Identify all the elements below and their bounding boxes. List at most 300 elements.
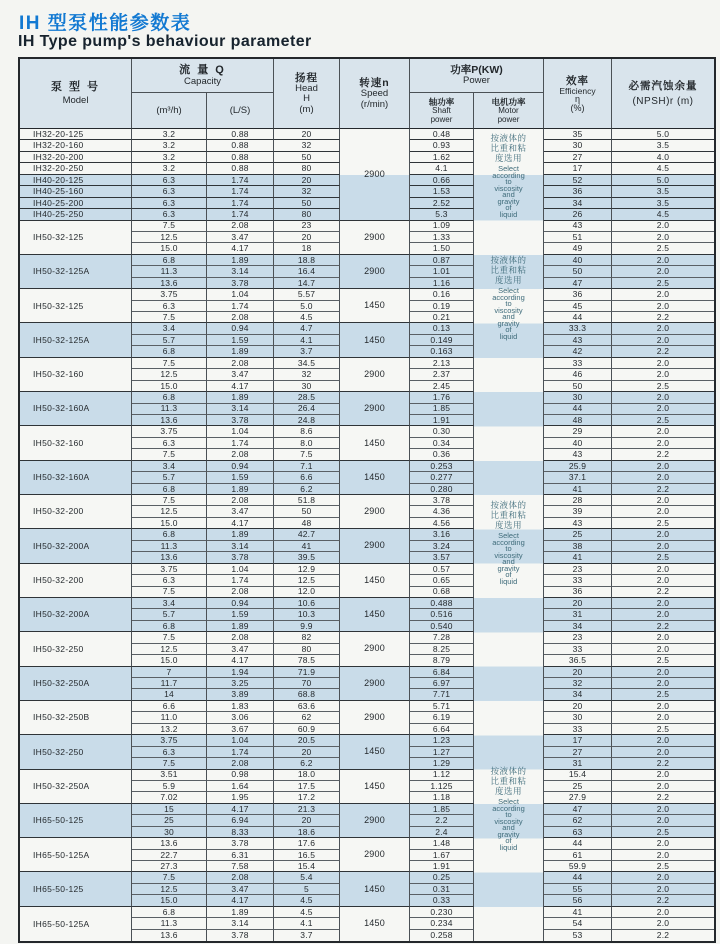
cell-npsh: 2.2	[612, 312, 714, 323]
cell-efficiency: 36	[544, 186, 612, 197]
cell-shaft-power: 7.71	[410, 689, 474, 700]
cell-efficiency: 33	[544, 575, 612, 586]
viscosity-note-en-line: liquid	[499, 576, 518, 586]
cell-efficiency: 36	[544, 587, 612, 598]
cell-efficiency: 53	[544, 930, 612, 941]
cell-shaft-power: 0.30	[410, 426, 474, 437]
cell-shaft-power: 3.57	[410, 552, 474, 563]
cell-model: IH50-32-200	[20, 564, 132, 598]
cell-capacity-m3h: 6.3	[132, 175, 207, 186]
cell-capacity-ls: 1.83	[207, 701, 274, 712]
viscosity-note-en-line: liquid	[499, 331, 518, 341]
cell-head: 5	[274, 884, 340, 895]
cell-head: 14.7	[274, 278, 340, 289]
cell-capacity-m3h: 5.9	[132, 781, 207, 792]
cell-speed: 1450	[340, 426, 410, 460]
viscosity-note-cn-line: 比重和粘	[490, 509, 527, 520]
cell-capacity-ls: 2.08	[207, 758, 274, 769]
cell-capacity-m3h: 7.5	[132, 221, 207, 232]
cell-model: IH50-32-200A	[20, 598, 132, 632]
cell-capacity-m3h: 7.5	[132, 758, 207, 769]
cell-model: IH65-50-125A	[20, 838, 132, 872]
cell-capacity-m3h: 3.75	[132, 735, 207, 746]
cell-efficiency: 40	[544, 438, 612, 449]
header-head-line: 扬程	[295, 71, 318, 84]
cell-model: IH50-32-250A	[20, 667, 132, 701]
cell-capacity-m3h: 14	[132, 689, 207, 700]
cell-model: IH50-32-200A	[20, 529, 132, 563]
viscosity-note-en-line: of	[505, 836, 512, 846]
cell-capacity-ls: 1.94	[207, 667, 274, 678]
cell-head: 71.9	[274, 667, 340, 678]
cell-npsh: 2.5	[612, 861, 714, 872]
cell-shaft-power: 8.79	[410, 655, 474, 666]
cell-capacity-ls: 2.08	[207, 632, 274, 643]
cell-npsh: 2.0	[612, 781, 714, 792]
viscosity-note-en-line: to	[505, 177, 512, 187]
header-head-line: H	[303, 93, 310, 105]
cell-capacity-m3h: 5.7	[132, 472, 207, 483]
cell-shaft-power: 0.149	[410, 335, 474, 346]
cell-npsh: 2.2	[612, 792, 714, 803]
cell-shaft-power: 0.25	[410, 872, 474, 883]
cell-capacity-m3h: 3.75	[132, 564, 207, 575]
cell-shaft-power: 3.24	[410, 541, 474, 552]
cell-model: IH50-32-125	[20, 289, 132, 323]
cell-npsh: 2.0	[612, 266, 714, 277]
cell-efficiency: 47	[544, 278, 612, 289]
cell-npsh: 2.2	[612, 758, 714, 769]
cell-model: IH40-25-160	[20, 186, 132, 197]
cell-capacity-ls: 0.88	[207, 152, 274, 163]
viscosity-note	[474, 256, 543, 340]
cell-head: 7.5	[274, 449, 340, 460]
cell-efficiency: 41	[544, 484, 612, 495]
viscosity-note-en-line: and	[502, 190, 515, 200]
cell-shaft-power: 2.45	[410, 381, 474, 392]
cell-efficiency: 38	[544, 541, 612, 552]
cell-capacity-m3h: 6.3	[132, 438, 207, 449]
cell-capacity-m3h: 13.6	[132, 930, 207, 941]
cell-capacity-ls: 3.78	[207, 278, 274, 289]
cell-capacity-m3h: 3.2	[132, 152, 207, 163]
cell-capacity-ls: 3.25	[207, 678, 274, 689]
cell-efficiency: 43	[544, 335, 612, 346]
header-motor-line: power	[497, 114, 520, 124]
cell-head: 20	[274, 815, 340, 826]
viscosity-note-en-line: according	[492, 170, 525, 180]
cell-capacity-m3h: 15	[132, 804, 207, 815]
cell-capacity-ls: 1.89	[207, 484, 274, 495]
cell-capacity-m3h: 12.5	[132, 232, 207, 243]
cell-efficiency: 23	[544, 632, 612, 643]
cell-shaft-power: 0.277	[410, 472, 474, 483]
cell-efficiency: 34	[544, 689, 612, 700]
cell-npsh: 2.0	[612, 632, 714, 643]
cell-efficiency: 34	[544, 198, 612, 209]
cell-head: 18.6	[274, 827, 340, 838]
cell-capacity-ls: 0.88	[207, 140, 274, 151]
cell-npsh: 2.0	[612, 667, 714, 678]
cell-shaft-power: 7.28	[410, 632, 474, 643]
cell-shaft-power: 0.34	[410, 438, 474, 449]
cell-model: IH40-25-200	[20, 198, 132, 209]
cell-efficiency: 47	[544, 804, 612, 815]
cell-npsh: 2.0	[612, 404, 714, 415]
cell-model: IH65-50-125	[20, 804, 132, 838]
header-m3h: (m³/h)	[132, 93, 207, 129]
cell-npsh: 2.5	[612, 415, 714, 426]
cell-capacity-ls: 3.78	[207, 552, 274, 563]
cell-head: 78.5	[274, 655, 340, 666]
cell-efficiency: 44	[544, 404, 612, 415]
cell-head: 32	[274, 140, 340, 151]
cell-capacity-m3h: 6.3	[132, 198, 207, 209]
viscosity-note-en-line: viscosity	[494, 816, 523, 826]
cell-shaft-power: 2.4	[410, 827, 474, 838]
cell-capacity-m3h: 3.4	[132, 323, 207, 334]
viscosity-note-en-line: to	[505, 299, 512, 309]
header-efficiency	[544, 59, 612, 129]
cell-shaft-power: 3.78	[410, 495, 474, 506]
cell-efficiency: 30	[544, 712, 612, 723]
cell-head: 4.5	[274, 907, 340, 918]
cell-head: 32	[274, 369, 340, 380]
cell-model: IH50-32-125A	[20, 323, 132, 357]
cell-head: 12.5	[274, 575, 340, 586]
cell-shaft-power: 0.19	[410, 301, 474, 312]
cell-capacity-m3h: 11.3	[132, 266, 207, 277]
cell-npsh: 2.2	[612, 587, 714, 598]
viscosity-note-cn-line: 比重和粘	[490, 264, 527, 275]
cell-capacity-m3h: 7	[132, 667, 207, 678]
cell-efficiency: 25	[544, 529, 612, 540]
viscosity-note-cn-line: 按液体的	[490, 500, 527, 510]
cell-capacity-m3h: 12.5	[132, 506, 207, 517]
cell-npsh: 2.2	[612, 449, 714, 460]
cell-shaft-power: 4.56	[410, 518, 474, 529]
cell-head: 15.4	[274, 861, 340, 872]
cell-head: 10.6	[274, 598, 340, 609]
cell-capacity-m3h: 15.0	[132, 243, 207, 254]
cell-speed: 2900	[340, 667, 410, 701]
cell-capacity-ls: 4.17	[207, 518, 274, 529]
cell-npsh: 2.0	[612, 575, 714, 586]
cell-head: 20.5	[274, 735, 340, 746]
cell-capacity-ls: 3.47	[207, 232, 274, 243]
cell-npsh: 3.5	[612, 198, 714, 209]
cell-capacity-ls: 3.67	[207, 724, 274, 735]
cell-capacity-ls: 1.74	[207, 438, 274, 449]
cell-capacity-m3h: 12.5	[132, 884, 207, 895]
cell-speed: 2900	[340, 358, 410, 392]
cell-capacity-ls: 2.08	[207, 495, 274, 506]
cell-efficiency: 29	[544, 426, 612, 437]
cell-efficiency: 52	[544, 175, 612, 186]
cell-head: 18	[274, 243, 340, 254]
header-power-en: Power	[463, 75, 490, 87]
cell-npsh: 2.0	[612, 438, 714, 449]
cell-capacity-m3h: 11.7	[132, 678, 207, 689]
header-eff-line: Efficiency	[559, 85, 596, 96]
cell-npsh: 2.0	[612, 884, 714, 895]
viscosity-note-en-line: to	[505, 544, 512, 554]
cell-efficiency: 63	[544, 827, 612, 838]
cell-capacity-ls: 1.89	[207, 346, 274, 357]
cell-model: IH50-32-250B	[20, 701, 132, 735]
cell-capacity-m3h: 13.2	[132, 724, 207, 735]
cell-shaft-power: 0.234	[410, 918, 474, 929]
cell-head: 41	[274, 541, 340, 552]
cell-head: 21.3	[274, 804, 340, 815]
cell-head: 80	[274, 163, 340, 174]
viscosity-note-cn-line: 按液体的	[490, 255, 527, 265]
cell-capacity-m3h: 30	[132, 827, 207, 838]
cell-capacity-ls: 3.47	[207, 884, 274, 895]
viscosity-note-en-line: Select	[498, 164, 519, 174]
viscosity-note-en-line: gravity	[497, 318, 520, 328]
cell-model: IH32-20-250	[20, 163, 132, 174]
viscosity-note-en-line: of	[505, 203, 512, 213]
cell-shaft-power: 4.36	[410, 506, 474, 517]
cell-shaft-power: 6.97	[410, 678, 474, 689]
cell-capacity-ls: 1.74	[207, 175, 274, 186]
cell-npsh: 5.0	[612, 129, 714, 140]
cell-shaft-power: 4.1	[410, 163, 474, 174]
cell-head: 6.2	[274, 484, 340, 495]
viscosity-note-en-line: to	[505, 810, 512, 820]
cell-shaft-power: 2.13	[410, 358, 474, 369]
cell-capacity-m3h: 3.2	[132, 129, 207, 140]
cell-head: 82	[274, 632, 340, 643]
cell-npsh: 2.5	[612, 655, 714, 666]
cell-efficiency: 54	[544, 918, 612, 929]
cell-efficiency: 25.9	[544, 461, 612, 472]
cell-shaft-power: 6.19	[410, 712, 474, 723]
cell-npsh: 2.0	[612, 392, 714, 403]
header-shaft-line: Shaft	[432, 106, 451, 115]
cell-model: IH50-32-160	[20, 426, 132, 460]
cell-npsh: 2.0	[612, 850, 714, 861]
header-capacity	[132, 59, 274, 93]
header-model-en: Model	[62, 95, 89, 106]
viscosity-note-en-line: gravity	[497, 563, 520, 573]
cell-capacity-ls: 3.14	[207, 918, 274, 929]
cell-capacity-m3h: 13.6	[132, 838, 207, 849]
cell-capacity-m3h: 3.75	[132, 426, 207, 437]
cell-npsh: 2.5	[612, 827, 714, 838]
cell-capacity-m3h: 6.3	[132, 186, 207, 197]
cell-capacity-m3h: 6.3	[132, 747, 207, 758]
cell-efficiency: 43	[544, 221, 612, 232]
cell-efficiency: 50	[544, 266, 612, 277]
cell-shaft-power: 0.16	[410, 289, 474, 300]
cell-capacity-ls: 1.89	[207, 621, 274, 632]
cell-head: 4.5	[274, 895, 340, 906]
viscosity-note-cn-line: 比重和粘	[490, 142, 527, 153]
cell-npsh: 2.0	[612, 541, 714, 552]
cell-head: 48	[274, 518, 340, 529]
cell-shaft-power: 1.23	[410, 735, 474, 746]
cell-npsh: 3.5	[612, 140, 714, 151]
cell-shaft-power: 0.33	[410, 895, 474, 906]
cell-capacity-ls: 3.14	[207, 404, 274, 415]
cell-shaft-power: 1.09	[410, 221, 474, 232]
header-model-cn: 泵 型 号	[50, 81, 101, 93]
cell-shaft-power: 6.84	[410, 667, 474, 678]
cell-efficiency: 61	[544, 850, 612, 861]
header-power-cn: 功率P(KW)	[450, 64, 503, 77]
cell-capacity-ls: 8.33	[207, 827, 274, 838]
cell-npsh: 2.0	[612, 335, 714, 346]
cell-shaft-power: 1.27	[410, 747, 474, 758]
cell-npsh: 2.0	[612, 323, 714, 334]
cell-npsh: 2.2	[612, 346, 714, 357]
cell-capacity-m3h: 11.3	[132, 541, 207, 552]
cell-capacity-ls: 3.47	[207, 506, 274, 517]
cell-efficiency: 26	[544, 209, 612, 220]
cell-capacity-m3h: 7.5	[132, 449, 207, 460]
cell-efficiency: 43	[544, 449, 612, 460]
cell-capacity-m3h: 6.3	[132, 575, 207, 586]
page-title-en: IH Type pump's behaviour parameter	[18, 33, 312, 50]
cell-capacity-m3h: 15.0	[132, 518, 207, 529]
header-capacity-cn: 流 量 Q	[179, 64, 226, 76]
header-npsh-en: (NPSH)r (m)	[632, 95, 694, 107]
header-model	[20, 59, 132, 129]
cell-capacity-m3h: 3.4	[132, 598, 207, 609]
cell-shaft-power: 0.87	[410, 255, 474, 266]
cell-efficiency: 33	[544, 724, 612, 735]
viscosity-note-en-line: liquid	[499, 842, 518, 852]
viscosity-note	[474, 501, 543, 585]
cell-head: 8.6	[274, 426, 340, 437]
cell-capacity-m3h: 6.8	[132, 907, 207, 918]
cell-npsh: 2.0	[612, 426, 714, 437]
cell-npsh: 2.0	[612, 232, 714, 243]
cell-speed: 2900	[340, 804, 410, 838]
cell-capacity-ls: 3.89	[207, 689, 274, 700]
cell-npsh: 2.0	[612, 747, 714, 758]
cell-efficiency: 41	[544, 907, 612, 918]
cell-npsh: 2.5	[612, 243, 714, 254]
cell-capacity-ls: 4.17	[207, 804, 274, 815]
cell-shaft-power: 6.64	[410, 724, 474, 735]
cell-efficiency: 35	[544, 129, 612, 140]
cell-head: 16.5	[274, 850, 340, 861]
cell-capacity-ls: 1.74	[207, 186, 274, 197]
cell-shaft-power: 1.67	[410, 850, 474, 861]
cell-head: 18.8	[274, 255, 340, 266]
cell-npsh: 2.0	[612, 255, 714, 266]
cell-npsh: 2.0	[612, 838, 714, 849]
cell-shaft-power: 1.62	[410, 152, 474, 163]
cell-capacity-m3h: 12.5	[132, 644, 207, 655]
cell-capacity-ls: 4.17	[207, 243, 274, 254]
cell-head: 8.0	[274, 438, 340, 449]
cell-head: 17.5	[274, 781, 340, 792]
cell-shaft-power: 1.76	[410, 392, 474, 403]
cell-efficiency: 34	[544, 621, 612, 632]
cell-shaft-power: 0.540	[410, 621, 474, 632]
cell-capacity-m3h: 25	[132, 815, 207, 826]
cell-npsh: 2.2	[612, 484, 714, 495]
cell-capacity-ls: 2.08	[207, 449, 274, 460]
cell-head: 80	[274, 644, 340, 655]
cell-efficiency: 33	[544, 644, 612, 655]
viscosity-note-en-line: according	[492, 292, 525, 302]
cell-speed: 2900	[340, 495, 410, 529]
cell-capacity-ls: 1.89	[207, 255, 274, 266]
viscosity-note-en-line: viscosity	[494, 305, 523, 315]
viscosity-note-cn-line: 度选用	[494, 785, 522, 796]
cell-speed: 1450	[340, 289, 410, 323]
cell-speed: 2900	[340, 632, 410, 666]
cell-shaft-power: 0.280	[410, 484, 474, 495]
viscosity-note-cn-line: 比重和粘	[490, 775, 527, 786]
cell-npsh: 2.0	[612, 598, 714, 609]
viscosity-note-cn-line: 度选用	[494, 274, 522, 285]
cell-capacity-ls: 4.17	[207, 895, 274, 906]
cell-npsh: 2.0	[612, 506, 714, 517]
cell-capacity-m3h: 6.3	[132, 301, 207, 312]
cell-speed: 2900	[340, 392, 410, 426]
cell-npsh: 2.5	[612, 518, 714, 529]
cell-efficiency: 17	[544, 735, 612, 746]
cell-npsh: 2.0	[612, 301, 714, 312]
cell-head: 10.3	[274, 609, 340, 620]
cell-head: 3.7	[274, 930, 340, 941]
cell-head: 68.8	[274, 689, 340, 700]
cell-capacity-m3h: 12.5	[132, 369, 207, 380]
cell-head: 5.4	[274, 872, 340, 883]
cell-head: 20	[274, 129, 340, 140]
cell-npsh: 2.0	[612, 907, 714, 918]
header-speed-line: Speed	[360, 88, 389, 99]
cell-head: 80	[274, 209, 340, 220]
cell-npsh: 2.0	[612, 369, 714, 380]
cell-capacity-ls: 1.74	[207, 747, 274, 758]
cell-capacity-ls: 0.98	[207, 770, 274, 781]
cell-speed: 1450	[340, 461, 410, 495]
cell-capacity-m3h: 5.7	[132, 609, 207, 620]
cell-efficiency: 44	[544, 872, 612, 883]
cell-shaft-power: 0.163	[410, 346, 474, 357]
cell-efficiency: 20	[544, 598, 612, 609]
header-power	[410, 59, 544, 93]
cell-npsh: 2.5	[612, 724, 714, 735]
cell-head: 26.4	[274, 404, 340, 415]
header-shaft-power	[410, 93, 474, 129]
cell-efficiency: 49	[544, 243, 612, 254]
cell-speed: 2900	[340, 701, 410, 735]
cell-shaft-power: 0.488	[410, 598, 474, 609]
header-motor-power	[474, 93, 544, 129]
cell-efficiency: 62	[544, 815, 612, 826]
cell-capacity-ls: 1.04	[207, 289, 274, 300]
cell-efficiency: 20	[544, 667, 612, 678]
viscosity-note-en-line: Select	[498, 797, 519, 807]
viscosity-note	[474, 134, 543, 218]
cell-head: 12.9	[274, 564, 340, 575]
header-motor-line: 电机功率	[491, 97, 526, 107]
cell-speed: 1450	[340, 770, 410, 804]
viscosity-note-cn-line: 按液体的	[490, 133, 527, 143]
cell-speed: 2900	[340, 221, 410, 255]
cell-npsh: 2.0	[612, 712, 714, 723]
cell-efficiency: 23	[544, 564, 612, 575]
cell-shaft-power: 0.21	[410, 312, 474, 323]
